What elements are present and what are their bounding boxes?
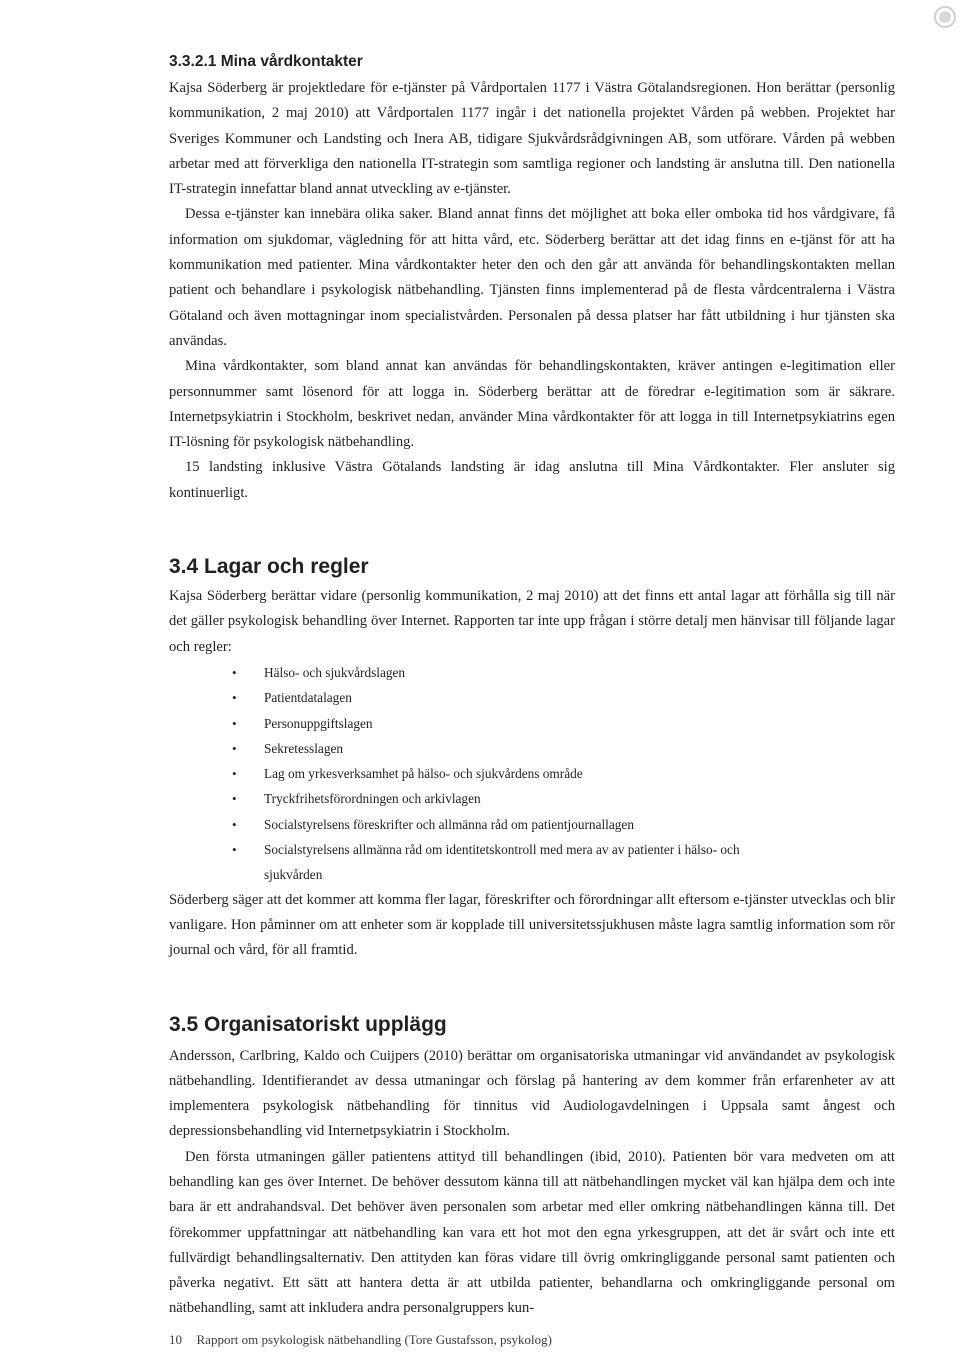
section-lagar-och-regler [169, 552, 895, 963]
paragraph: Kajsa Söderberg är projektledare för e-tjänster på Vårdportalen 1177 i Västra Götalandsregionen. Hon berättar (personlig kommunikation, 2 maj 2010) att Vårdportalen 1177 ingår i det nationella projektet Vården på webben. Projektet har Sveriges Kommuner och Landsting och Inera AB, tidigare Sjukvårdsrådgivningen AB, som utförare. Vården på webben arbetar med att förverkliga den nationella IT-strategin som samtliga regioner och landsting är anslutna till. Den nationella IT-strategin innefattar bland annat utveckling av e-tjänster. [169, 80, 895, 198]
bullet-icon: • [232, 791, 237, 807]
section-heading-3-5: 3.5 Organisatoriskt upplägg [169, 1012, 447, 1036]
list-item: • Socialstyrelsens allmänna råd om identitetskontroll med mera av av patienter i hälso- och sjukvården [169, 837, 895, 888]
list-item: • Lag om yrkesverksamhet på hälso- och sjukvårdens område [169, 761, 895, 786]
list-item: • Socialstyrelsens föreskrifter och allmänna råd om patientjournallagen [169, 812, 895, 837]
bullet-icon: • [232, 842, 237, 858]
registration-mark-icon [934, 6, 956, 28]
page-number: 10 [169, 1332, 182, 1347]
section-heading-3-4: 3.4 Lagar och regler [169, 555, 369, 579]
page-footer [169, 1330, 552, 1350]
page-content [169, 50, 895, 1322]
bullet-icon: • [232, 690, 237, 706]
paragraph: Söderberg säger att det kommer att komma fler lagar, föreskrifter och förordningar allt eftersom e-tjänster utvecklas och blir vanligare. Hon påminner om att enheter som är kopplade till universitetssjukhusen måste lagra samtlig information som rör journal och vård, för all framtid. [169, 891, 895, 959]
section-organisatoriskt-upplagg [169, 1010, 895, 1322]
paragraph: 15 landsting inklusive Västra Götalands landsting är idag anslutna till Mina Vårdkontakter. Fler ansluter sig kontinuerligt. [169, 459, 895, 501]
laws-list [169, 660, 895, 888]
bullet-icon: • [232, 715, 237, 731]
bullet-icon: • [232, 664, 237, 680]
bullet-icon: • [232, 766, 237, 782]
paragraph: Den första utmaningen gäller patientens attityd till behandlingen (ibid, 2010). Patienten bör vara medveten om att behandling kan ges över Internet. De behöver dessutom känna till att nätbehandlingen mycket väl kan hjälpa dem och inte bara är ett andrahandsval. Det behöver även personalen som arbetar med eller omkring nätbehandlingen känna till. Det förekommer uppfattningar att nätbehandling kan vara ett hot mot den egna yrkesgruppen, att det är svårt och inte ett fullvärdigt behandlingsalternativ. Den attityden kan föras vidare till övrig omkringliggande personal samt patienten och påverka negativt. Ett sätt att hantera detta är att utbilda patienter, behandlarna och omkringliggande personal om nätbehandling, samt att inkludera andra personalgruppers kun- [169, 1148, 895, 1317]
list-item: • Hälso- och sjukvårdslagen [169, 660, 895, 685]
paragraph: Kajsa Söderberg berättar vidare (personlig kommunikation, 2 maj 2010) att det finns ett antal lagar att förhålla sig till när det gäller psykologisk behandling över Internet. Rapporten tar inte upp frågan i större detalj men hänvisar till följande lagar och regler: [169, 588, 895, 655]
list-item: • Patientdatalagen [169, 685, 895, 710]
paragraph: Mina vårdkontakter, som bland annat kan användas för behandlingskontakten, kräver antingen e-legitimation eller personnummer samt lösenord för att logga in. Söderberg berättar att de föredrar e-legitimation som är säkrare. Internetpsykiatrin i Stockholm, beskrivet nedan, använder Mina vårdkontakter för att logga in till Internetpsykiatrins egen IT-lösning för psykologisk nätbehandling. [169, 358, 895, 451]
paragraph: Andersson, Carlbring, Kaldo och Cuijpers (2010) berättar om organisatoriska utmaningar vid användandet av psykologisk nätbehandling. Identifierandet av dessa utmaningar och förslag på hantering av dem kommer från erfarenheter av att implementera psykologisk nätbehandling för tinnitus vid Audiologavdelningen i Uppsala samt ångest och depressionsbehandling vid Internetpsykiatrin i Stockholm. [169, 1047, 895, 1140]
bullet-icon: • [232, 816, 237, 832]
list-item: • Tryckfrihetsförordningen och arkivlagen [169, 786, 895, 811]
list-item: • Personuppgiftslagen [169, 711, 895, 736]
running-title: Rapport om psykologisk nätbehandling (Tore Gustafsson, psykolog) [196, 1332, 552, 1347]
paragraph: Dessa e-tjänster kan innebära olika saker. Bland annat finns det möjlighet att boka eller omboka tid hos vårdgivare, få information om sjukdomar, vägledning för att hitta vård, etc. Söderberg berättar att det idag finns en e-tjänst för att ha kommunikation med patienter. Mina vårdkontakter heter den och den går att använda för behandlingskontakten mellan patient och behandlare i psykologisk nätbehandling. Tjänsten finns implementerad på de flesta vårdcentralerna i Västra Götaland och även mottagningar inom specialistvården. Personalen på dessa platser har fått utbildning i hur tjänsten ska användas. [169, 206, 895, 349]
section-heading-3-3-2-1: 3.3.2.1 Mina vårdkontakter [169, 53, 363, 70]
bullet-icon: • [232, 740, 237, 756]
list-item: • Sekretesslagen [169, 736, 895, 761]
section-mina-vardkontakter [169, 50, 895, 506]
